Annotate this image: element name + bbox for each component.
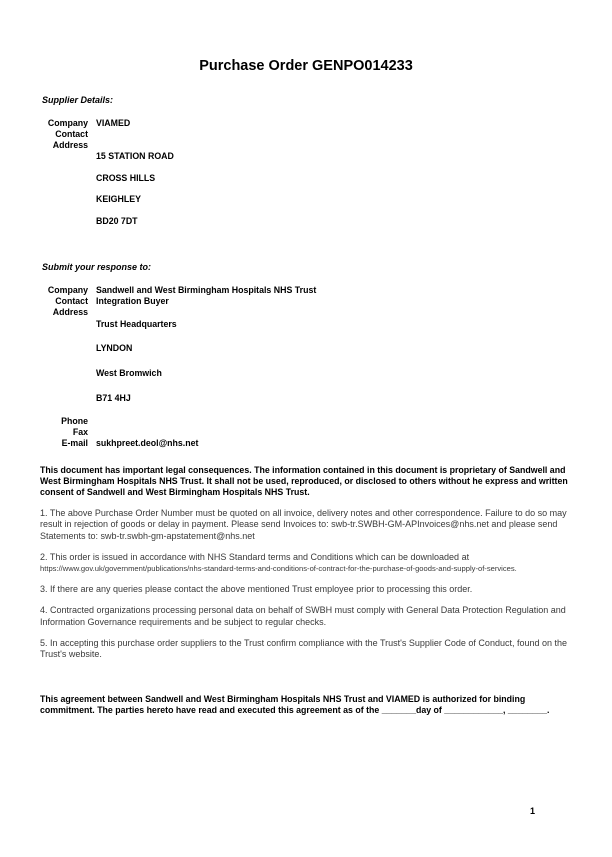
term-5: 5. In accepting this purchase order suppliers to the Trust confirm compliance with the Trust's Supplier Code of Conduct, found on the Trust's website.	[40, 637, 568, 660]
term-1: 1. The above Purchase Order Number must be quoted on all invoice, delivery notes and other correspondence. Failure to do so may result in rejection of goods or delay in payment. Please send Invoices to: swb-tr.SWBH-GM-APInvoices@nhs.net and please send Statements to: swb-tr.swbh-gm-apstatement@nhs.net	[40, 508, 567, 541]
supplier-address-line-4: BD20 7DT	[96, 216, 138, 227]
respond-address-line-4: B71 4HJ	[96, 392, 131, 403]
term-4: 4. Contracted organizations processing personal data on behalf of SWBH must comply with General Data Protection Regulation and Information Governance requirements and be subject to regular checks.	[40, 605, 566, 627]
respond-email-value: sukhpreet.deol@nhs.net	[96, 438, 199, 449]
supplier-company-label: Company	[47, 118, 88, 128]
supplier-address-line-3: KEIGHLEY	[96, 194, 141, 205]
supplier-contact-row	[0, 129, 612, 140]
term-2	[40, 552, 575, 574]
term-2-url: https://www.gov.uk/government/publications/nhs-standard-terms-and-conditions-of-contract-for-the-purchase-of-goods-and-supply-of-services.	[40, 564, 517, 573]
respond-contact-row	[0, 296, 612, 307]
supplier-company-value: VIAMED	[96, 118, 131, 128]
agreement-statement: This agreement between Sandwell and West Birmingham Hospitals NHS Trust and VIAMED is authorized for binding commitment. The parties hereto have read and executed this agreement as of the _______day of ____________, ________.	[40, 694, 550, 716]
respond-fax-row	[0, 427, 612, 438]
supplier-details-block	[0, 118, 612, 238]
respond-contact-label: Contact	[55, 295, 88, 306]
respond-to-block	[0, 285, 612, 449]
page-title: Purchase Order GENPO014233	[199, 58, 413, 74]
supplier-address-value	[96, 140, 174, 238]
respond-company-label: Company	[47, 284, 88, 295]
respond-address-row	[0, 307, 612, 416]
respond-phone-label: Phone	[61, 416, 88, 427]
respond-email-label: E-mail	[61, 438, 88, 449]
respond-email-row	[0, 438, 612, 449]
supplier-address-line-1: 15 STATION ROAD	[96, 151, 174, 161]
supplier-address-line-2: CROSS HILLS	[96, 172, 156, 183]
supplier-address-row	[0, 140, 612, 238]
supplier-details-heading: Supplier Details:	[42, 95, 114, 105]
respond-to-heading: Submit your response to:	[42, 261, 152, 272]
term-3: 3. If there are any queries please contact the above mentioned Trust employee prior to processing this order.	[40, 584, 473, 595]
respond-company-row	[0, 285, 612, 296]
legal-terms-block	[40, 465, 575, 660]
respond-phone-row	[0, 416, 612, 427]
respond-fax-label: Fax	[72, 427, 88, 438]
supplier-company-row	[0, 118, 612, 129]
respond-address-line-1: Trust Headquarters	[96, 318, 177, 329]
term-2-text: 2. This order is issued in accordance with NHS Standard terms and Conditions which can be downloaded at	[40, 551, 470, 562]
supplier-address-label: Address	[52, 140, 88, 150]
respond-address-label: Address	[52, 306, 88, 317]
respond-company-value: Sandwell and West Birmingham Hospitals NHS Trust	[96, 284, 317, 295]
page-number: 1	[530, 806, 536, 816]
respond-address-value	[96, 307, 177, 416]
legal-notice: This document has important legal consequences. The information contained in this document is proprietary of Sandwell and West Birmingham Hospitals NHS Trust. It shall not be used, reproduced, or disclosed to others without he express and written consent of Sandwell and West Birmingham Hospitals NHS Trust.	[40, 465, 568, 498]
respond-address-line-2: LYNDON	[96, 343, 133, 354]
respond-contact-value: Integration Buyer	[96, 295, 169, 306]
respond-address-line-3: West Bromwich	[96, 368, 162, 378]
supplier-contact-label: Contact	[55, 129, 88, 139]
